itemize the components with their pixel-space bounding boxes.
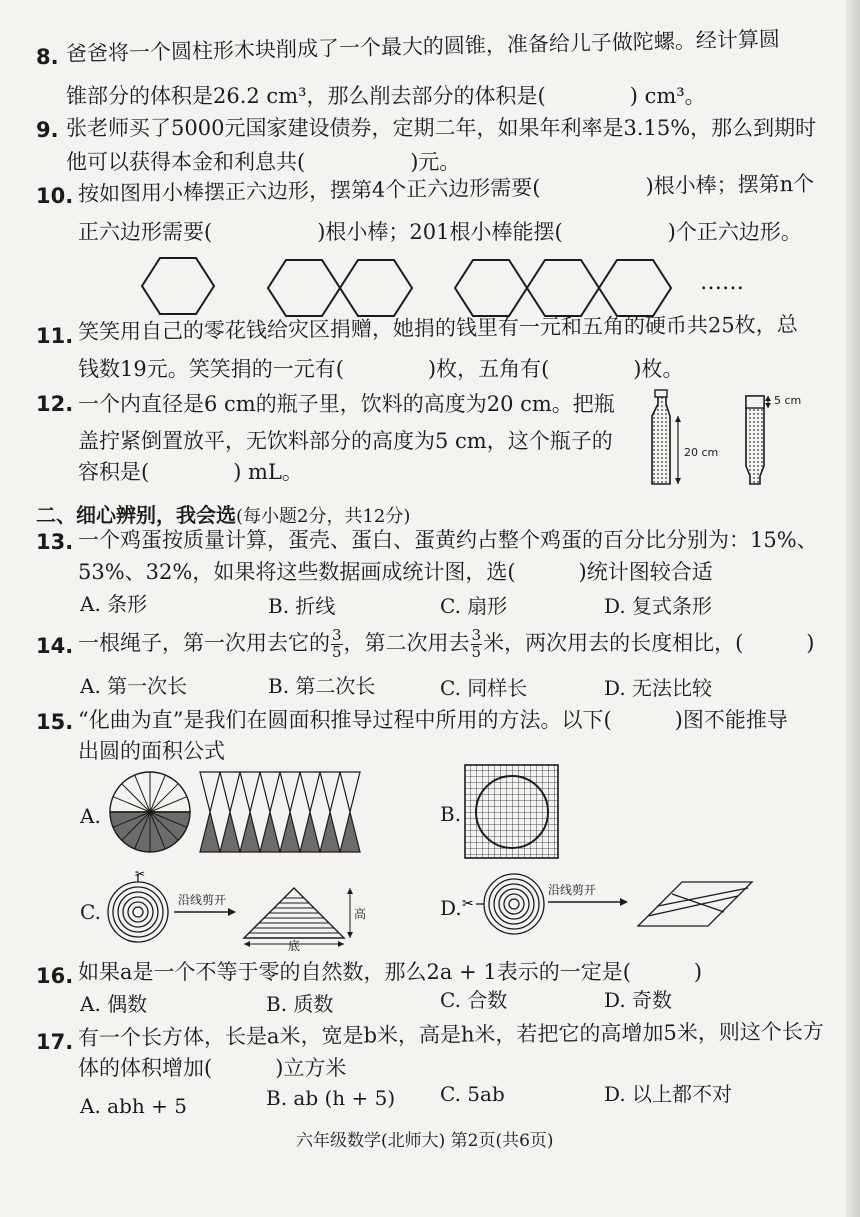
q17-number: 17. xyxy=(36,1030,74,1054)
q13-line1: 一个鸡蛋按质量计算，蛋壳、蛋白、蛋黄约占整个鸡蛋的百分比分别为：15%、 xyxy=(78,528,818,552)
q11-number: 11. xyxy=(36,324,74,348)
q14-option-d[interactable]: D. 无法比较 xyxy=(604,676,713,700)
section-2-note: (每小题2分，共12分) xyxy=(236,506,411,527)
inverted-bottle xyxy=(746,396,764,484)
label-20cm: 20 cm xyxy=(684,446,719,459)
hexagon-1 xyxy=(142,258,214,314)
fraction-3-5-meters: $\frac{3}{5}$ xyxy=(471,626,482,661)
q16-option-d[interactable]: D. 奇数 xyxy=(604,988,673,1012)
q9-line1: 张老师买了5000元国家建设债券，定期二年，如果年利率是3.15%，那么到期时 xyxy=(66,116,817,140)
q17-line2: 体的体积增加( )立方米 xyxy=(78,1056,347,1080)
hexagon-3b xyxy=(527,260,599,316)
fraction-3-5: $\frac{3}{5}$ xyxy=(332,626,342,661)
q8-number: 8. xyxy=(36,45,59,69)
q15-label-b[interactable]: B. xyxy=(440,802,462,826)
q11-line1: 笑笑用自己的零花钱给灾区捐赠，她捐的钱里有一元和五角的硬币共25枚，总 xyxy=(77,312,798,344)
q15-label-d[interactable]: D. xyxy=(440,896,462,920)
q16-option-c[interactable]: C. 合数 xyxy=(440,988,508,1012)
q13-number: 13. xyxy=(36,530,74,554)
q17-option-b[interactable]: B. ab (h + 5) xyxy=(266,1086,396,1110)
hexagon-2b xyxy=(340,260,412,316)
q12-line1: 一个内直径是6 cm的瓶子里，饮料的高度为20 cm。把瓶 xyxy=(78,392,615,416)
hexagon-3c xyxy=(599,260,671,316)
q15-line1: “化曲为直”是我们在圆面积推导过程中所用的方法。以下( )图不能推导 xyxy=(78,708,788,732)
page-footer: 六年级数学(北师大) 第2页(共6页) xyxy=(296,1131,554,1151)
label-5cm: 5 cm xyxy=(774,394,802,407)
q13-option-b[interactable]: B. 折线 xyxy=(268,594,336,618)
q10-line2: 正六边形需要( )根小棒；201根小棒能摆( )个正六边形。 xyxy=(78,220,802,244)
q15-label-c[interactable]: C. xyxy=(80,900,101,924)
q15-label-a[interactable]: A. xyxy=(80,804,101,828)
cut-label-d: 沿线剪开 xyxy=(548,883,597,897)
q13-line2: 53%、32%，如果将这些数据画成统计图，选( )统计图较合适 xyxy=(78,560,713,584)
hexagon-3a xyxy=(455,260,527,316)
q17-option-c[interactable]: C. 5ab xyxy=(440,1082,505,1106)
height-label: 高 xyxy=(354,907,367,921)
q8-line1: 爸爸将一个圆柱形木块削成了一个最大的圆锥，准备给儿子做陀螺。经计算圆 xyxy=(65,27,781,66)
q14-option-b[interactable]: B. 第二次长 xyxy=(268,674,376,698)
figure-a-circle-sectors xyxy=(106,768,436,858)
scissors-icon-d: ✂ xyxy=(462,896,474,912)
cut-label-c: 沿线剪开 xyxy=(178,893,227,907)
q9-line2: 他可以获得本金和利息共( )元。 xyxy=(66,150,461,174)
figure-b-grid-circle xyxy=(464,764,560,860)
q16-option-b[interactable]: B. 质数 xyxy=(266,992,334,1016)
scissors-icon: ✂ xyxy=(135,867,146,881)
section-2-title: 二、细心辨别，我会选 xyxy=(36,503,236,527)
q16-number: 16. xyxy=(36,964,74,988)
q14-line1: 一根绳子，第一次用去它的 $\frac{3}{5}$ ，第二次用去 $\frac{3}{5}$ 米，两次用去的长度相比，( ) xyxy=(78,626,815,661)
q13-option-c[interactable]: C. 扇形 xyxy=(440,594,508,618)
q12-line3: 容积是( ) mL。 xyxy=(78,460,303,484)
q15-number: 15. xyxy=(36,710,74,734)
figure-c-rings-to-triangle xyxy=(104,866,367,953)
q14-option-c[interactable]: C. 同样长 xyxy=(440,676,528,700)
q9-number: 9. xyxy=(36,118,59,142)
q10-line1: 按如图用小棒摆正六边形，摆第4个正六边形需要( )根小棒；摆第n个 xyxy=(77,171,815,206)
q14-option-a[interactable]: A. 第一次长 xyxy=(80,674,188,698)
q11-line2: 钱数19元。笑笑捐的一元有( )枚，五角有( )枚。 xyxy=(78,357,684,381)
upright-bottle xyxy=(652,396,670,484)
page-edge-shadow xyxy=(846,0,860,1217)
bottle-cap xyxy=(655,390,667,397)
hexagon-2a xyxy=(268,260,340,316)
base-label: 底 xyxy=(288,939,301,953)
q12-number: 12. xyxy=(36,392,74,416)
q17-option-d[interactable]: D. 以上都不对 xyxy=(604,1082,733,1106)
q16-line1: 如果a是一个不等于零的自然数，那么2a + 1表示的一定是( ) xyxy=(78,960,703,984)
section-2-heading xyxy=(36,499,410,528)
q17-option-a[interactable]: A. abh + 5 xyxy=(80,1094,187,1118)
q15-line2: 出圆的面积公式 xyxy=(78,739,225,763)
q16-option-a[interactable]: A. 偶数 xyxy=(80,992,148,1016)
q13-option-a[interactable]: A. 条形 xyxy=(80,592,148,616)
q10-number: 10. xyxy=(36,184,74,208)
bottle-figure xyxy=(640,384,800,494)
q8-line2: 锥部分的体积是26.2 cm³，那么削去部分的体积是( ) cm³。 xyxy=(66,84,706,108)
q17-line1: 有一个长方体，长是a米，宽是b米，高是h米，若把它的高增加5米，则这个长方 xyxy=(77,1019,824,1050)
q13-option-d[interactable]: D. 复式条形 xyxy=(604,594,713,618)
q14-number: 14. xyxy=(36,634,74,658)
figure-d-rings-to-parallelogram xyxy=(462,866,762,946)
q12-line2: 盖拧紧倒置放平，无饮料部分的高度为5 cm，这个瓶子的 xyxy=(78,429,613,453)
q10-ellipsis: …… xyxy=(700,270,744,295)
